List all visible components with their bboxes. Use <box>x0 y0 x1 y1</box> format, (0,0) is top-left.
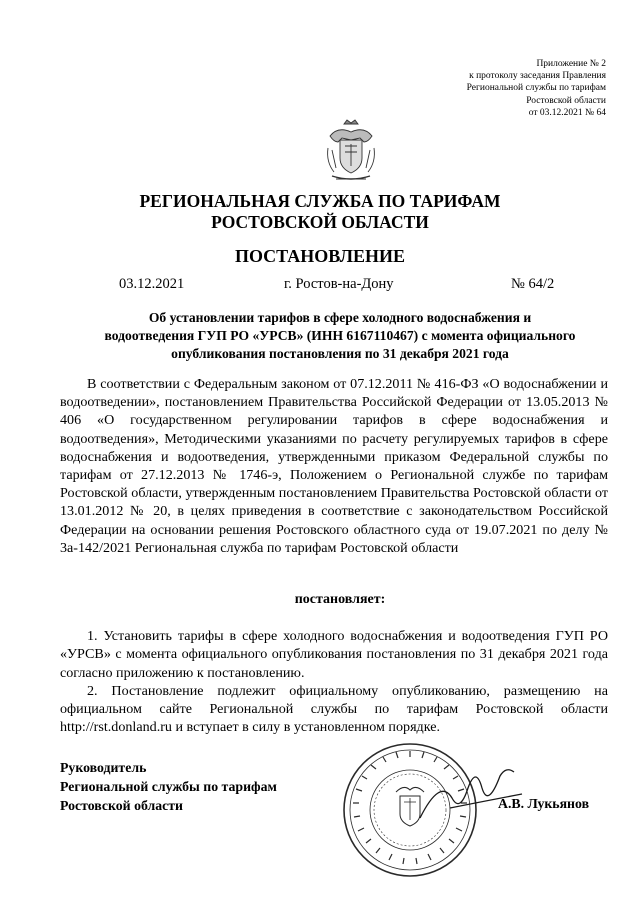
signatory-title-line: Ростовской области <box>60 798 184 813</box>
appendix-line: Ростовской области <box>526 95 606 106</box>
org-name-line: РЕГИОНАЛЬНАЯ СЛУЖБА ПО ТАРИФАМ <box>139 191 501 211</box>
resolution-point: 2. Постановление подлежит официальному опубликованию, размещению на официальном сайте Региональной службы по тарифам Ростовской области http://rst.donland.ru и вступает в силу в установленном порядке. <box>60 682 608 736</box>
subject-line: водоотведения ГУП РО «УРСВ» (ИНН 6167110467) с момента официального <box>104 328 576 343</box>
document-number: № 64/2 <box>511 276 555 292</box>
preamble-paragraph: В соответствии с Федеральным законом от 07.12.2011 № 416-ФЗ «О водоснабжении и водоотведении», постановлением Правительства Российской Федерации от 13.05.2013 № 406 «О государственном регулировании тарифов в сфере водоснабжения и водоотведения», Методическими указаниями по расчету регулируемых тарифов в сфере водоснабжения и водоотведения, утвержденными приказом Федеральной службы по тарифам от 27.12.2013 № 1746-э, Положением о Региональной службе по тарифам Ростовской области, утвержденным постановлением Правительства Ростовской области от 13.01.2012 № 20, в целях приведения в соответствие с законодательством Российской Федерации на основании решения Ростовского областного суда от 19.07.2021 по делу № 3а-142/2021 Региональная служба по тарифам Ростовской области <box>60 376 608 556</box>
appendix-line: Приложение № 2 <box>536 59 606 69</box>
signatory-name: А.В. Лукьянов <box>498 796 590 811</box>
document-date: 03.12.2021 <box>119 276 185 292</box>
appendix-line: к протоколу заседания Правления <box>469 71 606 82</box>
issuing-authority <box>0 191 640 233</box>
resolution-keyword: постановляет: <box>294 592 386 607</box>
signatory-title-line: Руководитель <box>60 760 147 775</box>
signatory-title <box>60 758 277 815</box>
subject-line: опубликования постановления по 31 декабря 2021 года <box>171 346 509 361</box>
coat-of-arms-icon <box>320 118 382 184</box>
document-city: г. Ростов-на-Дону <box>284 276 394 292</box>
resolution-point: 1. Установить тарифы в сфере холодного водоснабжения и водоотведения ГУП РО «УРСВ» с момента официального опубликования постановления по 31 декабря 2021 года согласно приложению к постановлению. <box>60 628 608 681</box>
document-type: ПОСТАНОВЛЕНИЕ <box>234 246 406 266</box>
signatory-title-line: Региональной службы по тарифам <box>60 779 277 794</box>
appendix-note <box>386 58 606 119</box>
subject-line: Об установлении тарифов в сфере холодного водоснабжения и <box>148 310 532 325</box>
org-name-line: РОСТОВСКОЙ ОБЛАСТИ <box>211 212 429 232</box>
resolution-points <box>60 627 608 737</box>
document-subject <box>60 309 620 363</box>
preamble <box>60 375 608 557</box>
appendix-line: от 03.12.2021 № 64 <box>528 107 606 118</box>
appendix-line: Региональной службы по тарифам <box>466 83 606 94</box>
